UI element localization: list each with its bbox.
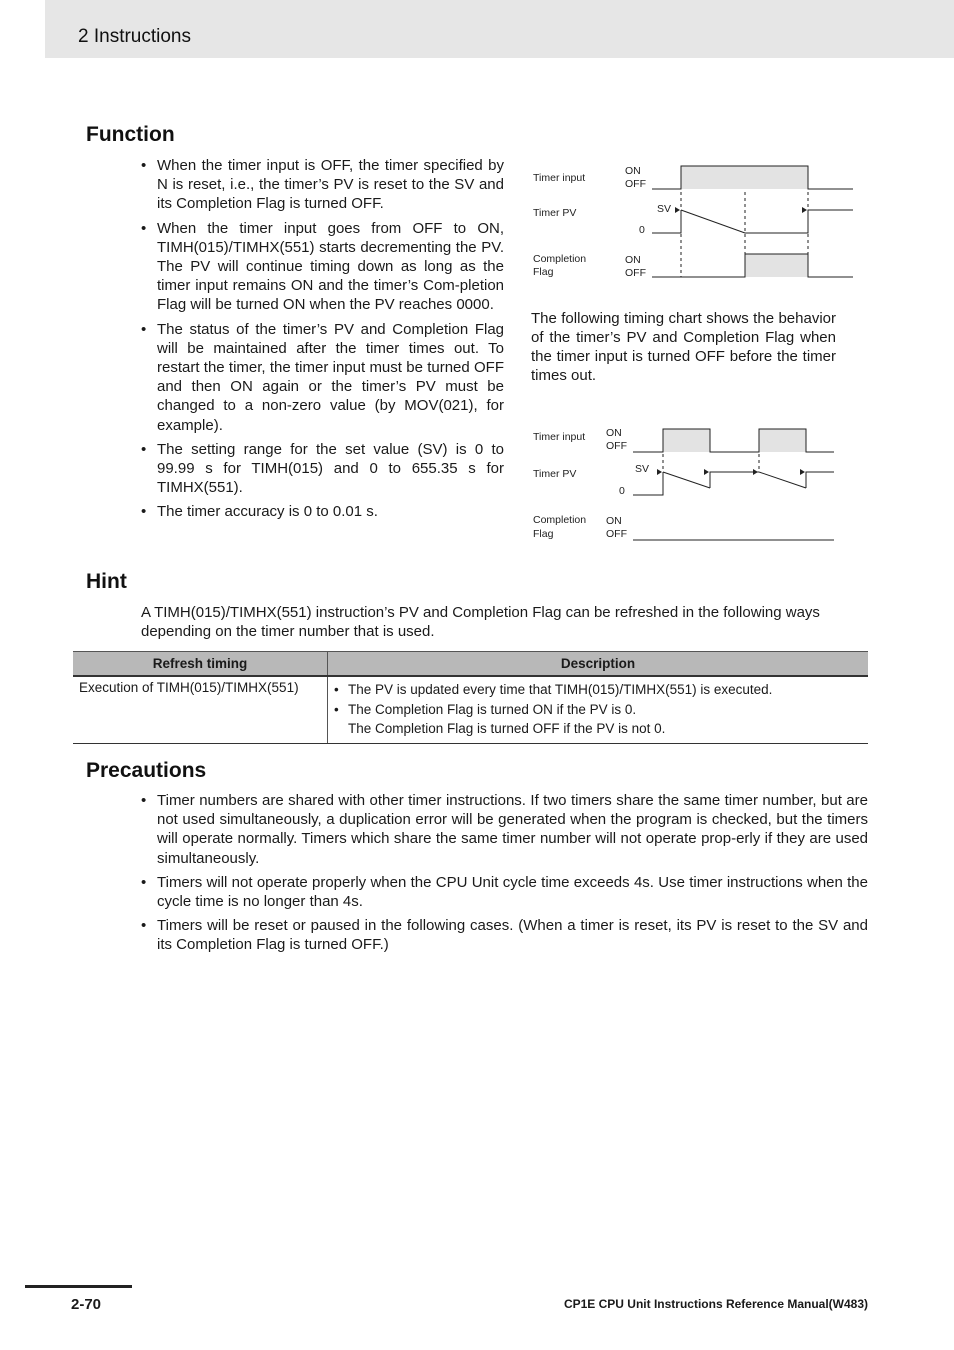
chart1-sv-arrow: [675, 207, 680, 213]
function-bullet-4: • The setting range for the set value (SV) is 0 to 99.99 s for TIMH(015) and 0 to 655.35 s for TIMHX(551).: [141, 440, 504, 498]
chart2-sv-arrow-2: [704, 469, 709, 475]
chart2-level-off: OFF: [606, 440, 627, 452]
chart2-input-on-fill-1: [663, 429, 710, 452]
chart1-pv-waveform: [745, 210, 853, 233]
precaution-bullet-1: • Timer numbers are shared with other timer instructions. If two timers share the same timer number, but are not used simultaneously, a duplication error will be generated when the program is checked, but the timers will operate normally. Timers which share the same timer number will not operate prop-erly if they are used simultaneously.: [141, 791, 868, 868]
manual-title: CP1E CPU Unit Instructions Reference Manual(W483): [563, 1297, 868, 1311]
chart1-label-flag: Flag: [533, 266, 554, 278]
timing-chart-early-off: [530, 417, 840, 547]
function-bullet-2: • When the timer input goes from OFF to ON, TIMH(015)/TIMHX(551) starts decrementing the PV. The PV will continue timing down as long as the timer input remains ON and the timer’s Com-pletion Flag will be turned ON when the PV reaches 0000.: [141, 219, 504, 315]
desc-bullet-2-line-1: The Completion Flag is turned ON if the PV is 0.: [348, 701, 637, 717]
chart1-flag-on-fill: [745, 254, 808, 277]
function-heading: Function: [86, 123, 175, 146]
chart1-level-off: OFF: [625, 178, 646, 190]
function-bullet-3: • The status of the timer’s PV and Completion Flag will be maintained after the timer times out. To restart the timer, the timer input must be turned OFF and then ON again or the timer’s PV must be changed to a non-zero value (by MOV(021), for example).: [141, 320, 504, 435]
chart2-sv-arrow-4: [800, 469, 805, 475]
precaution-bullet-3: • Timers will be reset or paused in the following cases. (When a timer is reset, its PV is reset to the SV and its Completion Flag is turned OFF.): [141, 916, 868, 954]
chart2-level-on: ON: [606, 427, 622, 439]
precautions-heading: Precautions: [86, 759, 207, 782]
hint-table-header: [73, 652, 868, 677]
cell-refresh-timing: Execution of TIMH(015)/TIMHX(551): [73, 676, 328, 743]
chart1-label-completion: Completion: [533, 253, 587, 265]
header-refresh-timing: Refresh timing: [73, 652, 328, 677]
desc-bullet-1: • The PV is updated every time that TIMH(015)/TIMHX(551) is executed.: [334, 680, 862, 700]
chart2-level-on2: ON: [606, 515, 622, 527]
precaution-bullet-2: • Timers will not operate properly when the CPU Unit cycle time exceeds 4s. Use timer instructions when the cycle time is no longer than 4s.: [141, 873, 868, 911]
chart2-pv-reset-2: [806, 472, 834, 488]
function-bullets: [141, 156, 504, 527]
function-bullet-5: • The timer accuracy is 0 to 0.01 s.: [141, 502, 504, 521]
chart2-pv-ramp-1: [663, 472, 710, 488]
precautions-bullets: [141, 791, 868, 960]
desc-bullet-2: [334, 700, 862, 739]
footer-rule: [25, 1285, 132, 1288]
chart1-level-zero: 0: [639, 224, 645, 236]
chart2-pv-ramp-2: [759, 472, 806, 488]
hint-intro: A TIMH(015)/TIMHX(551) instruction’s PV and Completion Flag can be refreshed in the following ways depending on the timer number that is used.: [141, 604, 820, 640]
chart1-input-on-fill: [681, 166, 808, 189]
chart2-pv-baseline: [633, 472, 663, 495]
chart1-label-timer-input: Timer input: [533, 172, 586, 184]
chart1-level-on2: ON: [625, 254, 641, 266]
chart2-input-on-fill-2: [759, 429, 806, 452]
chart1-sv-arrow-2: [802, 207, 807, 213]
chart1-level-off2: OFF: [625, 267, 646, 279]
chart1-pv-ramp: [681, 210, 745, 233]
header-description: Description: [328, 652, 869, 677]
chart2-level-sv: SV: [635, 463, 650, 475]
chart2-sv-arrow-3: [753, 469, 758, 475]
chart2-label-flag: Flag: [533, 528, 554, 540]
chart2-label-timer-pv: Timer PV: [533, 468, 577, 480]
chart1-level-on: ON: [625, 165, 641, 177]
desc-bullet-2-line-2: The Completion Flag is turned OFF if the PV is not 0.: [348, 721, 666, 736]
chart1-level-sv: SV: [657, 203, 672, 215]
table-row: [73, 676, 868, 743]
chart1-label-timer-pv: Timer PV: [533, 207, 577, 219]
page-number: 2-70: [71, 1296, 102, 1313]
hint-heading: Hint: [86, 570, 127, 593]
hint-table: [73, 651, 868, 744]
chart2-pv-reset: [710, 472, 759, 488]
chart2-level-off2: OFF: [606, 528, 627, 540]
section-header: 2 Instructions: [78, 26, 191, 47]
chart-note: The following timing chart shows the behavior of the timer’s PV and Completion Flag when the timer input is turned OFF before the timer times out.: [531, 310, 836, 384]
chart2-label-timer-input: Timer input: [533, 431, 586, 443]
cell-description: [328, 676, 869, 743]
function-bullet-1: • When the timer input is OFF, the timer specified by N is reset, i.e., the timer’s PV is reset to the SV and its Completion Flag is turned OFF.: [141, 156, 504, 214]
chart2-label-completion: Completion: [533, 514, 587, 526]
timing-chart-timeout: [530, 155, 860, 290]
chart2-level-zero: 0: [619, 485, 625, 497]
chart2-sv-arrow-1: [657, 469, 662, 475]
